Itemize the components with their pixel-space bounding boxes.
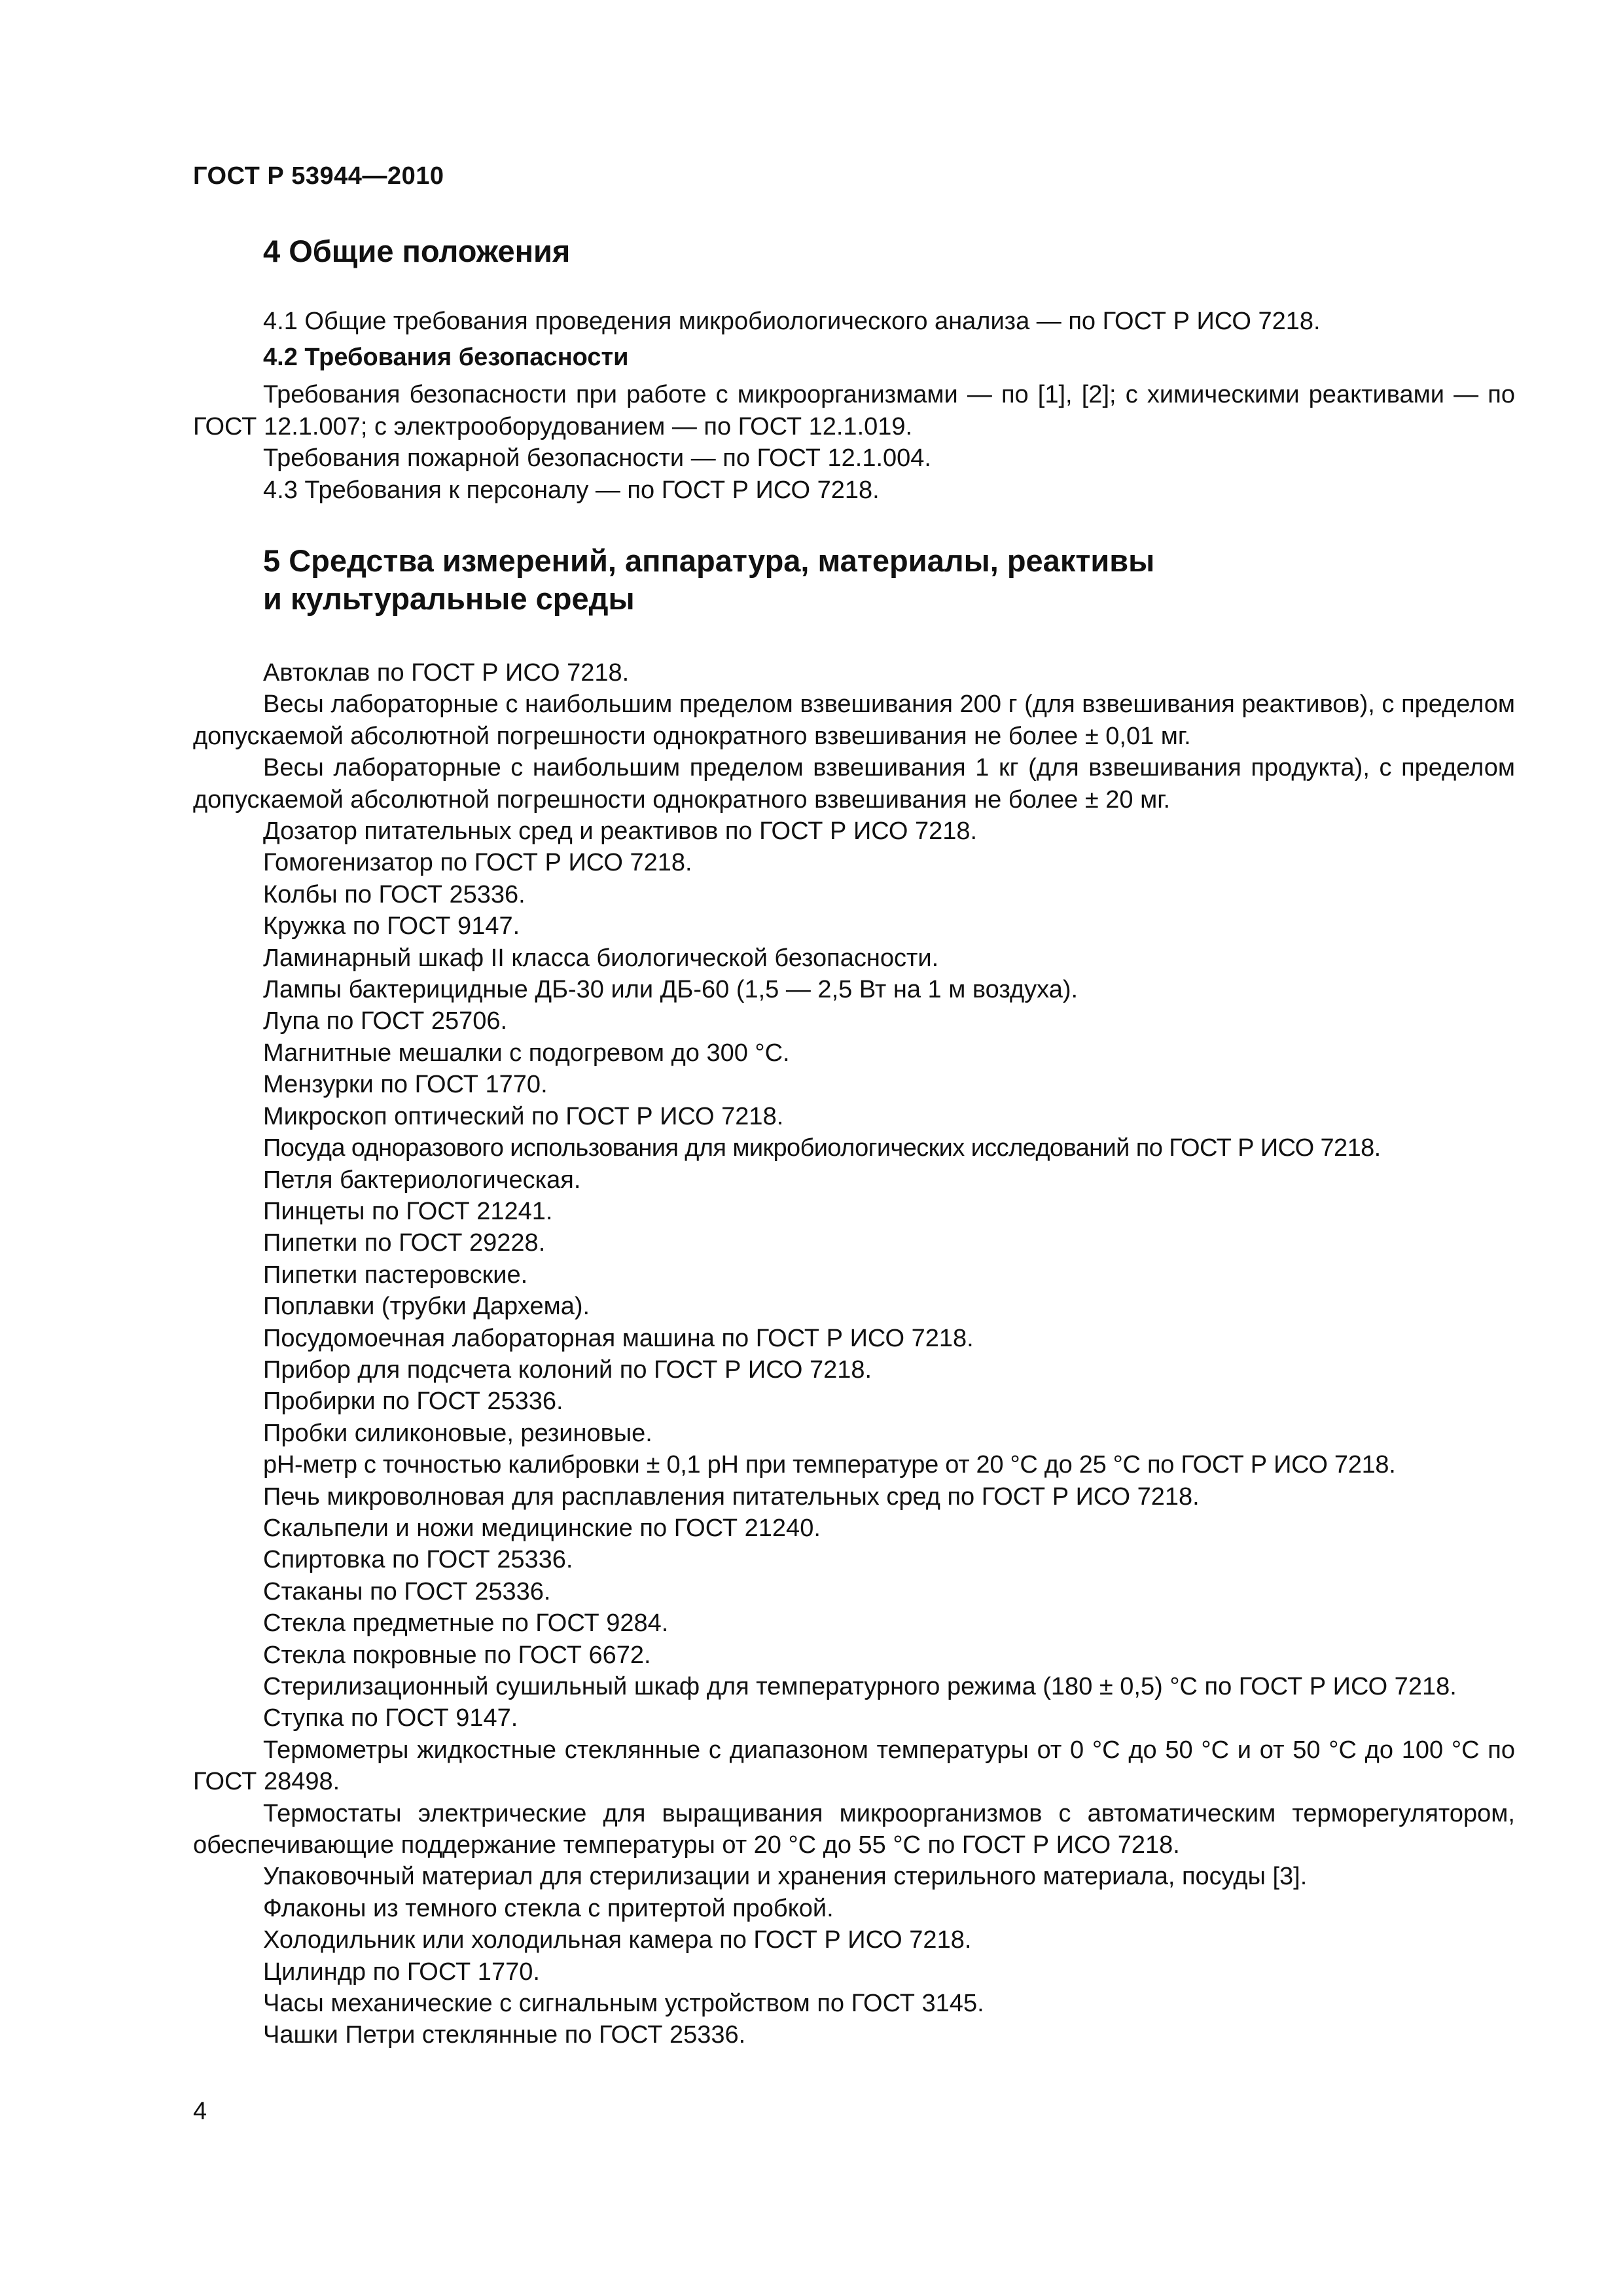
list-item: Ступка по ГОСТ 9147. (263, 1704, 518, 1732)
list-item: Спиртовка по ГОСТ 25336. (263, 1546, 573, 1574)
page-number: 4 (193, 2098, 207, 2125)
list-item: Стерилизационный сушильный шкаф для температурного режима (180 ± 0,5) °С по ГОСТ Р ИСО 7218. (263, 1673, 1457, 1700)
paragraph-4-3: 4.3 Требования к персоналу — по ГОСТ Р ИСО 7218. (263, 476, 880, 504)
list-item: Флаконы из темного стекла с притертой пробкой. (263, 1894, 834, 1922)
list-item: Посуда одноразового использования для микробиологических исследований по ГОСТ Р ИСО 7218. (263, 1134, 1381, 1162)
list-item: Ламинарный шкаф II класса биологической безопасности. (263, 944, 939, 972)
section-5 (193, 542, 1515, 2051)
section-5-title-line2: и культуральные среды (263, 581, 635, 616)
list-item: Прибор для подсчета колоний по ГОСТ Р ИСО 7218. (263, 1355, 872, 1384)
list-item: Термометры жидкостные стеклянные с диапазоном температуры от 0 °С до 50 °С и от 50 °С до 100 °С по ГОСТ 28498. (193, 1736, 1515, 1796)
list-item: Пробки силиконовые, резиновые. (263, 1419, 652, 1447)
list-item: Пипетки пастеровские. (263, 1261, 528, 1289)
section-5-title-line1: 5 Средства измерений, аппаратура, материалы, реактивы (263, 543, 1155, 578)
list-item: Чашки Петри стеклянные по ГОСТ 25336. (263, 2021, 746, 2049)
list-item: Стаканы по ГОСТ 25336. (263, 1577, 551, 1605)
list-item: Посудомоечная лабораторная машина по ГОСТ Р ИСО 7218. (263, 1324, 974, 1352)
list-item: Пипетки по ГОСТ 29228. (263, 1229, 546, 1257)
list-item: Часы механические с сигнальным устройством по ГОСТ 3145. (263, 1990, 984, 2018)
list-item: Дозатор питательных сред и реактивов по ГОСТ Р ИСО 7218. (263, 817, 978, 846)
list-item: Цилиндр по ГОСТ 1770. (263, 1958, 540, 1986)
list-item: Печь микроволновая для расплавления питательных сред по ГОСТ Р ИСО 7218. (263, 1482, 1200, 1511)
list-item: Весы лабораторные с наибольшим пределом взвешивания 1 кг (для взвешивания продукта), с пределом допускаемой абсолютной погрешности однократного взвешивания не более ± 20 мг. (193, 754, 1515, 814)
paragraph-4-2-fire-safety: Требования пожарной безопасности — по ГОСТ 12.1.004. (263, 444, 931, 473)
section-4 (193, 232, 1515, 506)
list-item: Пробирки по ГОСТ 25336. (263, 1388, 563, 1416)
list-item: Пинцеты по ГОСТ 21241. (263, 1197, 553, 1225)
list-item: Мензурки по ГОСТ 1770. (263, 1071, 548, 1099)
list-item: Лампы бактерицидные ДБ-30 или ДБ-60 (1,5 — 2,5 Вт на 1 м воздуха). (263, 976, 1079, 1004)
list-item: Микроскоп оптический по ГОСТ Р ИСО 7218. (263, 1102, 784, 1130)
subsection-4-2-title: 4.2 Требования безопасности (263, 344, 629, 372)
list-item: Автоклав по ГОСТ Р ИСО 7218. (263, 659, 630, 687)
list-item: Магнитные мешалки с подогревом до 300 °С. (263, 1039, 790, 1067)
paragraph-4-2-safety: Требования безопасности при работе с микроорганизмами — по [1], [2]; с химическими реактивами — по ГОСТ 12.1.007; с электрооборудованием — по ГОСТ 12.1.019. (193, 381, 1515, 440)
paragraph-4-1: 4.1 Общие требования проведения микробиологического анализа — по ГОСТ Р ИСО 7218. (263, 308, 1321, 335)
document-code-header: ГОСТ Р 53944—2010 (193, 162, 444, 190)
list-item: Петля бактериологическая. (263, 1166, 581, 1194)
list-item: Колбы по ГОСТ 25336. (263, 880, 526, 908)
list-item: Весы лабораторные с наибольшим пределом взвешивания 200 г (для взвешивания реактивов), с пределом допускаемой абсолютной погрешности однократного взвешивания не более ± 0,01 мг. (193, 691, 1515, 750)
list-item: Кружка по ГОСТ 9147. (263, 912, 520, 941)
list-item: Термостаты электрические для выращивания микроорганизмов с автоматическим терморегулятором, обеспечивающие поддержание температуры от 20 °С до 55 °С по ГОСТ Р ИСО 7218. (193, 1799, 1515, 1859)
list-item: Стекла предметные по ГОСТ 9284. (263, 1609, 669, 1638)
list-item: Гомогенизатор по ГОСТ Р ИСО 7218. (263, 849, 692, 877)
section-4-title: 4 Общие положения (263, 234, 571, 268)
list-item: pH-метр с точностью калибровки ± 0,1 pH при температуре от 20 °С до 25 °С по ГОСТ Р ИСО 7218. (263, 1451, 1396, 1479)
list-item: Стекла покровные по ГОСТ 6672. (263, 1641, 651, 1669)
list-item: Лупа по ГОСТ 25706. (263, 1007, 508, 1035)
list-item: Упаковочный материал для стерилизации и хранения стерильного материала, посуды [3]. (263, 1863, 1308, 1891)
list-item: Холодильник или холодильная камера по ГОСТ Р ИСО 7218. (263, 1926, 972, 1954)
list-item: Скальпели и ножи медицинские по ГОСТ 21240. (263, 1514, 821, 1542)
list-item: Поплавки (трубки Дархема). (263, 1293, 590, 1321)
